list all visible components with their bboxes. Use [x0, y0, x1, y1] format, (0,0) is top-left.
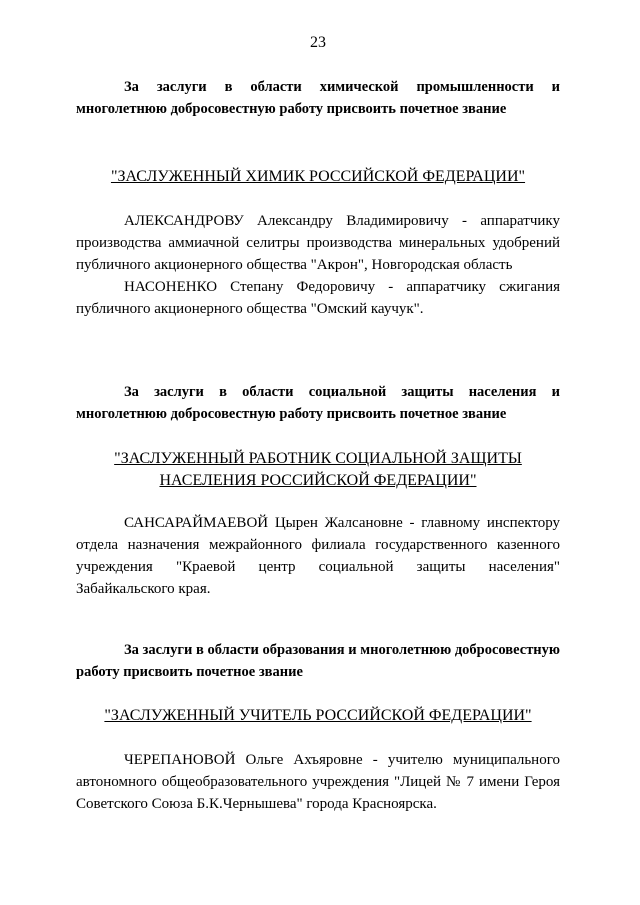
- honorary-title-line: "ЗАСЛУЖЕННЫЙ РАБОТНИК СОЦИАЛЬНОЙ ЗАЩИТЫ: [114, 450, 522, 467]
- awardee-paragraph: НАСОНЕНКО Степану Федоровичу - аппаратчику сжигания публичного акционерного общества "Омский каучук".: [76, 279, 560, 317]
- title-block-social: [76, 448, 560, 492]
- honorary-title-line: "ЗАСЛУЖЕННЫЙ ХИМИК РОССИЙСКОЙ ФЕДЕРАЦИИ": [110, 168, 526, 185]
- honorary-title-line: "ЗАСЛУЖЕННЫЙ УЧИТЕЛЬ РОССИЙСКОЙ ФЕДЕРАЦИИ": [104, 707, 532, 724]
- awardees-chemistry: [76, 210, 560, 320]
- award-section-chemistry: [76, 76, 560, 120]
- awardee-paragraph: САНСАРАЙМАЕВОЙ Цырен Жалсановне - главному инспектору отдела назначения межрайонного филиала государственного казенного учреждения "Краевой центр социальной защиты населения" Забайкальского края.: [76, 515, 560, 597]
- title-block-education: [76, 705, 560, 727]
- title-block-chemistry: [76, 166, 560, 188]
- awardees-social: [76, 512, 560, 600]
- honorary-title: [76, 448, 560, 492]
- honorary-title-line: НАСЕЛЕНИЯ РОССИЙСКОЙ ФЕДЕРАЦИИ": [159, 472, 477, 489]
- document-page: [76, 0, 560, 905]
- awardee-paragraph: АЛЕКСАНДРОВУ Александру Владимировичу - аппаратчику производства аммиачной селитры производства минеральных удобрений публичного акционерного общества "Акрон", Новгородская область: [76, 213, 560, 273]
- section-lead-text: За заслуги в области социальной защиты населения и многолетнюю добросовестную работу присвоить почетное звание: [76, 384, 560, 422]
- section-lead-text: За заслуги в области химической промышленности и многолетнюю добросовестную работу присвоить почетное звание: [76, 79, 560, 117]
- honorary-title: [76, 705, 560, 727]
- award-section-social: [76, 381, 560, 425]
- awardee-paragraph: ЧЕРЕПАНОВОЙ Ольге Ахъяровне - учителю муниципального автономного общеобразовательного учреждения "Лицей № 7 имени Героя Советского Союза Б.К.Чернышева" города Красноярска.: [76, 752, 560, 812]
- award-section-education: [76, 639, 560, 683]
- awardees-education: [76, 749, 560, 815]
- page-number: 23: [310, 34, 326, 51]
- honorary-title: [76, 166, 560, 188]
- section-lead-text: За заслуги в области образования и многолетнюю добросовестную работу присвоить почетное звание: [76, 642, 560, 680]
